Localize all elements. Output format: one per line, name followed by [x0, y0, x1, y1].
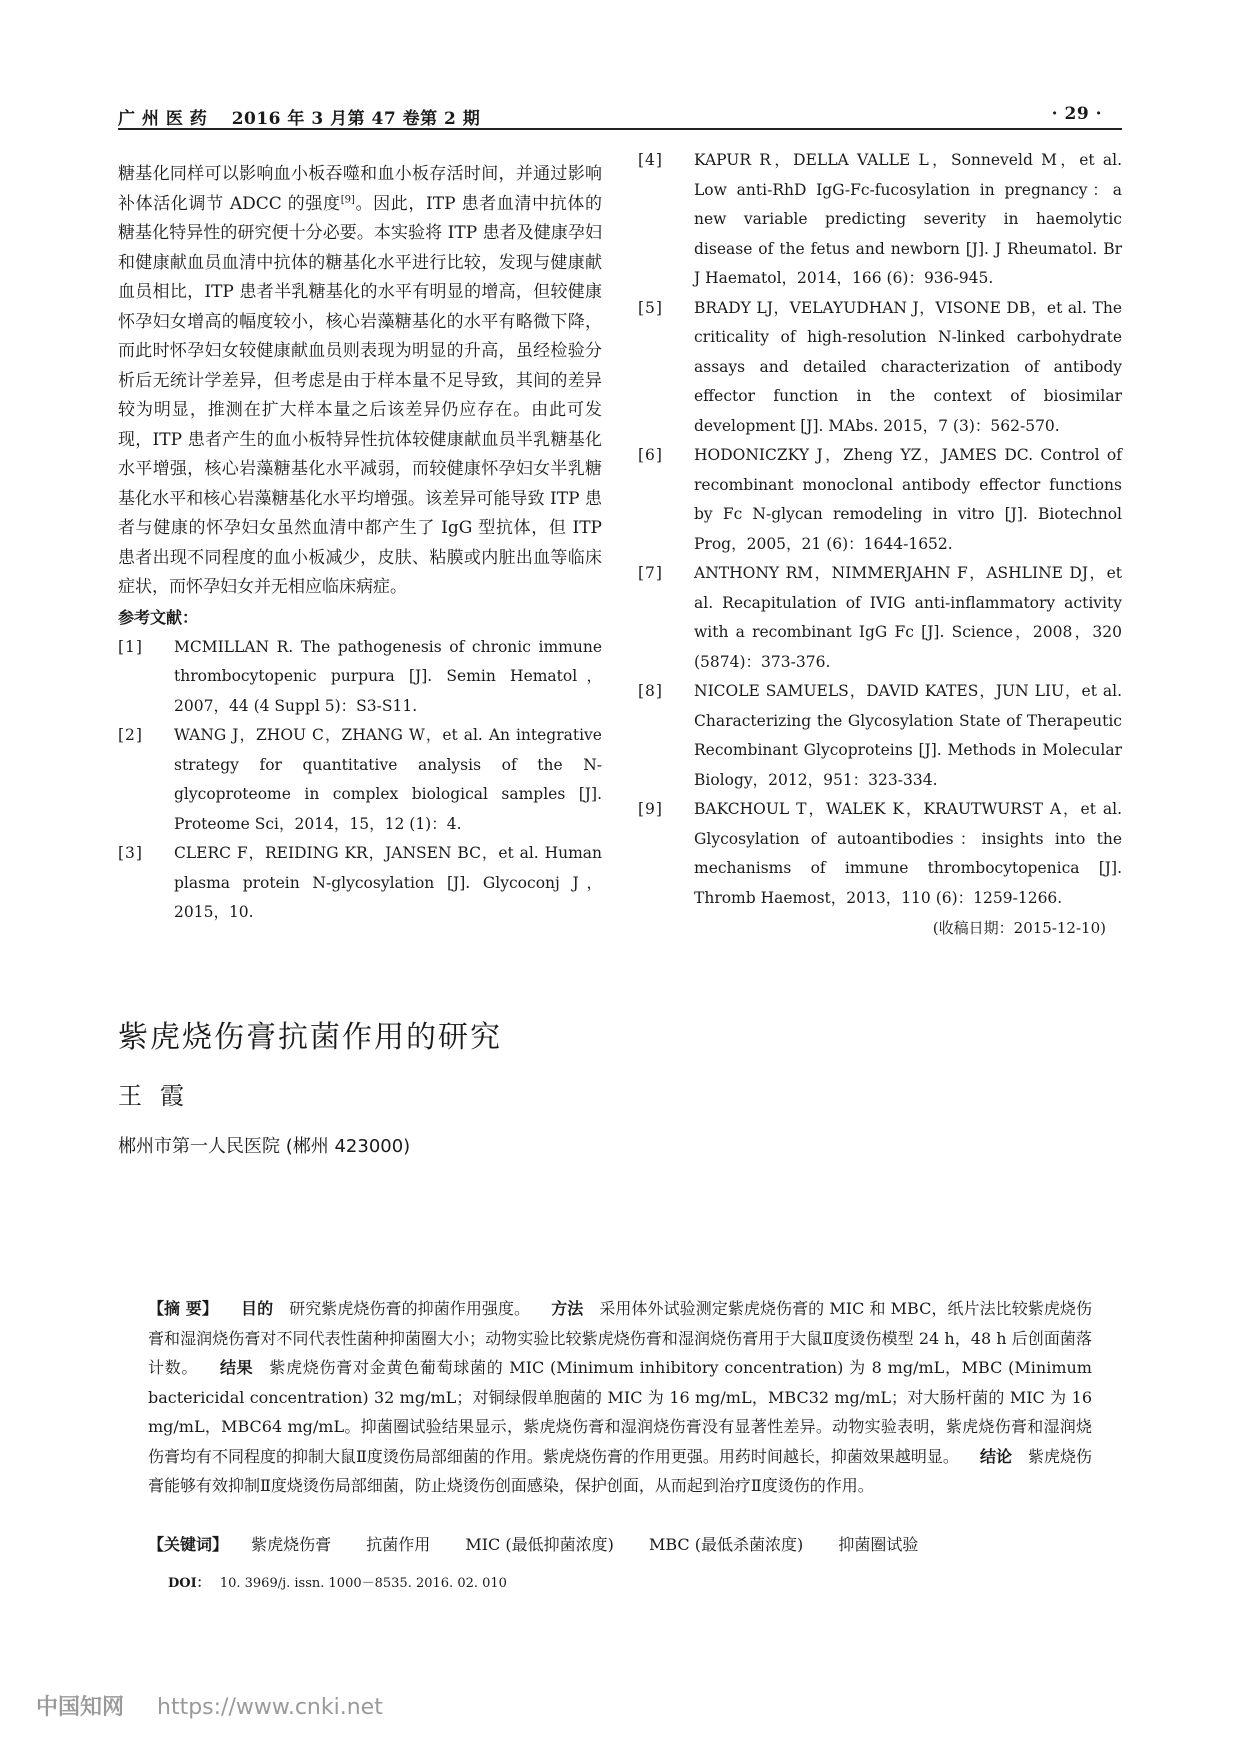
reference-text: BRADY LJ，VELAYUDHAN J，VISONE DB，et al. The criticality of high-resolution N-linked carbohydrate assays and detailed characterization of antibody effector function in the context of biosimilar development [J]. MAbs. 2015，7 (3)：562-570. — [694, 298, 1122, 435]
right-column — [638, 146, 1122, 943]
journal-name: 广 州 医 药 — [118, 109, 208, 129]
abstract-methods: 采用体外试验测定紫虎烧伤膏的 MIC 和 MBC，纸片法比较紫虎烧伤膏和湿润烧伤膏对不同代表性菌种抑菌圈大小；动物实验比较紫虎烧伤膏和湿润烧伤膏用于大鼠Ⅱ度烫伤模型 24 h，48 h 后创面菌落计数。 — [148, 1299, 1092, 1377]
reference-number: [5] — [638, 298, 663, 317]
paragraph-text: 糖基化同样可以影响血小板吞噬和血小板存活时间，并通过影响补体活化调节 ADCC 的强度 — [118, 164, 602, 214]
reference-text: HODONICZKY J，Zheng YZ，JAMES DC. Control of recombinant monoclonal antibody effector functions by Fc N-glycan remodeling in vitro [J]. Biotechnol Prog，2005，21 (6)：1644-1652. — [694, 446, 1122, 553]
keyword: 紫虎烧伤膏 — [251, 1535, 332, 1554]
discussion-paragraph — [118, 160, 602, 603]
reference-number: [1] — [118, 637, 143, 656]
reference-text: BAKCHOUL T，WALEK K，KRAUTWURST A，et al. Glycosylation of autoantibodies：insights into the mechanisms of immune thrombocytopenica [J]. Thromb Haemost，2013，110 (6)：1259-1266. — [694, 800, 1122, 907]
page-number: · 29 · — [1051, 104, 1102, 124]
keyword: 抑菌圈试验 — [838, 1535, 919, 1554]
keywords — [148, 1531, 1092, 1559]
cnki-brand: 中国知网 — [36, 1695, 125, 1720]
references-heading: 参考文献： — [118, 607, 199, 627]
reference-text: WANG J，ZHOU C，ZHANG W，et al. An integrative strategy for quantitative analysis of the N-glycoproteome in complex biological samples [J]. Proteome Sci，2014，15，12 (1)：4. — [174, 726, 602, 833]
doi-value: 10. 3969/j. issn. 1000－8535. 2016. 02. 010 — [219, 1576, 507, 1591]
reference-number: [6] — [638, 446, 663, 464]
reference-text: ANTHONY RM，NIMMERJAHN F，ASHLINE DJ，et al. Recapitulation of IVIG anti-inflammatory activity with a recombinant IgG Fc [J]. Science，2008，320 (5874)：373-376. — [694, 564, 1122, 671]
reference-number: [4] — [638, 151, 663, 169]
article-title: 紫虎烧伤膏抗菌作用的研究 — [118, 1020, 502, 1055]
reference-text: KAPUR R，DELLA VALLE L，Sonneveld M，et al. Low anti-RhD IgG-Fc-fucosylation in pregnancy：a new variable predicting severity in haemolytic disease of the fetus and newborn [J]. J Rheumatol. Br J Haematol，2014，166 (6)：936-945. — [694, 151, 1122, 287]
abstract-conclusion-label: 结论 — [979, 1446, 1012, 1466]
keyword: 抗菌作用 — [366, 1535, 431, 1554]
abstract-results-label: 结果 — [219, 1358, 254, 1377]
reference-item — [118, 721, 602, 839]
received-date: (收稿日期：2015-12-10) — [932, 919, 1106, 937]
abstract-objective-label: 目的 — [241, 1299, 274, 1318]
reference-text: NICOLE SAMUELS，DAVID KATES，JUN LIU，et al. Characterizing the Glycosylation State of Therapeutic Recombinant Glycoproteins [J]. Methods in Molecular Biology，2012，951：323-334. — [694, 682, 1122, 789]
reference-item — [118, 839, 602, 928]
reference-text: CLERC F，REIDING KR，JANSEN BC，et al. Human plasma protein N-glycosylation [J]. Glycoconj J，2015，10. — [174, 844, 602, 921]
abstract-label: 【摘 要】 — [148, 1299, 218, 1318]
reference-text: MCMILLAN R. The pathogenesis of chronic immune thrombocytopenic purpura [J]. Semin Hematol，2007，44 (4 Suppl 5)：S3-S11. — [174, 637, 602, 715]
keyword: MIC (最低抑菌浓度) — [465, 1535, 614, 1554]
abstract-conclusion: 紫虎烧伤膏能够有效抑制Ⅱ度烧烫伤局部细菌，防止烧烫伤创面感染，保护创面，从而起到治疗Ⅱ度烫伤的作用。 — [148, 1446, 1093, 1495]
left-column — [118, 160, 602, 928]
paragraph-text-rest: 。因此，ITP 患者血清中抗体的糖基化特异性的研究便十分必要。本实验将 ITP 患者及健康孕妇和健康献血员血清中抗体的糖基化水平进行比较，发现与健康献血员相比，ITP 患者半乳糖基化的水平有明显的增高，但较健康怀孕妇女增高的幅度较小，核心岩藻糖基化的水平有略微下降，而此时怀孕妇女较健康献血员则表现为明显的升高，虽经检验分析后无统计学差异，但考虑是由于样本量不足导致，其间的差异较为明显，推测在扩大样本量之后该差异仍应存在。由此可发现，ITP 患者产生的血小板特异性抗体较健康献血员半乳糖基化水平增强，核心岩藻糖基化水平减弱，而较健康怀孕妇女半乳糖基化水平和核心岩藻糖基化水平均增强。该差异可能导致 ITP 患者与健康的怀孕妇女虽然血清中都产生了 IgG 型抗体，但 ITP 患者出现不同程度的血小板减少，皮肤、粘膜或内脏出血等临床症状，而怀孕妇女并无相应临床病症。 — [118, 193, 602, 597]
journal-issue: 2016 年 3 月第 47 卷第 2 期 — [231, 109, 481, 129]
reference-item — [118, 633, 602, 722]
reference-item — [638, 559, 1122, 677]
keywords-label: 【关键词】 — [148, 1535, 229, 1554]
citation-sup: [9] — [340, 193, 355, 205]
reference-number: [9] — [638, 800, 663, 818]
article-affiliation: 郴州市第一人民医院 (郴州 423000) — [118, 1136, 411, 1157]
reference-number: [3] — [118, 844, 143, 862]
keyword: MBC (最低杀菌浓度) — [648, 1535, 804, 1554]
article-author: 王霞 — [118, 1082, 202, 1110]
abstract-objective: 研究紫虎烧伤膏的抑菌作用强度。 — [289, 1299, 531, 1318]
reference-item — [638, 677, 1122, 795]
header-rule — [118, 128, 1122, 130]
cnki-watermark — [36, 1690, 383, 1721]
running-header — [118, 104, 480, 129]
reference-number: [7] — [638, 564, 663, 582]
reference-item — [638, 441, 1122, 559]
abstract — [148, 1294, 1092, 1501]
doi — [168, 1572, 507, 1591]
reference-item — [638, 795, 1122, 913]
cnki-url[interactable]: https://www.cnki.net — [157, 1695, 383, 1720]
reference-item — [638, 146, 1122, 294]
abstract-results: 紫虎烧伤膏对金黄色葡萄球菌的 MIC (Minimum inhibitory concentration) 为 8 mg/mL，MBC (Minimum bactericidal concentration) 32 mg/mL；对铜绿假单胞菌的 MIC 为 16 mg/mL，MBC32 mg/mL；对大肠杆菌的 MIC 为 16 mg/mL，MBC64 mg/mL。抑菌圈试验结果显示，紫虎烧伤膏和湿润烧伤膏没有显著性差异。动物实验表明，紫虎烧伤膏和湿润烧伤膏均有不同程度的抑制大鼠Ⅱ度烫伤局部细菌的作用。紫虎烧伤膏的作用更强。用药时间越长，抑菌效果越明显。 — [148, 1358, 1092, 1466]
reference-item — [638, 294, 1122, 442]
doi-label: DOI： — [168, 1576, 210, 1591]
reference-number: [2] — [118, 726, 143, 744]
abstract-methods-label: 方法 — [551, 1299, 584, 1318]
reference-number: [8] — [638, 682, 663, 700]
